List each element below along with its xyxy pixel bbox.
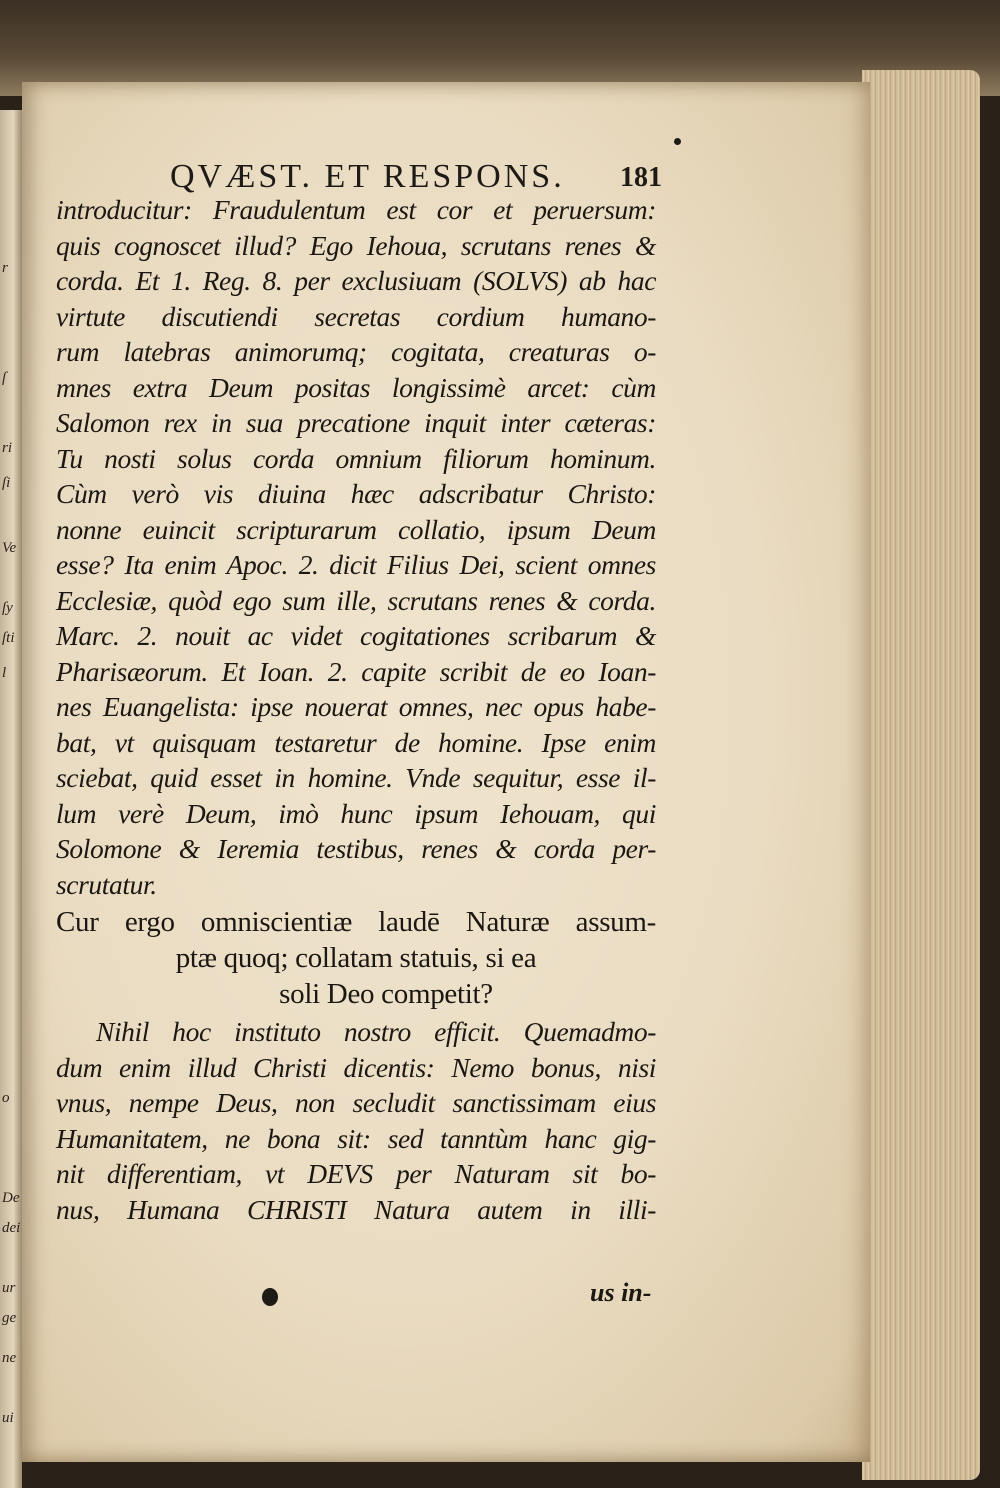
ink-spot: [262, 1288, 278, 1306]
text-line: Salomon rex in sua precatione inquit inter cæteras:: [56, 407, 656, 438]
question-line: Cur ergo omniscientiæ laudē Naturæ assum-: [56, 906, 656, 938]
question-heading: [56, 904, 656, 1012]
text-line: virtute discutiendi secretas cordium humano-: [56, 300, 656, 332]
book-fore-edge: [862, 70, 980, 1480]
left-fragment: l: [2, 665, 7, 681]
left-fragment: o: [2, 1090, 10, 1106]
text-line: rum latebras animorumq; cogitata, creaturas o-: [56, 336, 656, 367]
text-line: nus, Humana CHRISTI Natura autem in illi-: [56, 1193, 656, 1225]
text-line: dum enim illud Christi dicentis: Nemo bonus, nisi: [56, 1051, 656, 1083]
ink-spot: [674, 138, 681, 145]
left-fragment: r: [2, 260, 8, 276]
left-fragment: ui: [2, 1410, 14, 1426]
text-line: corda. Et 1. Reg. 8. per exclusiuam (SOLVS) ab hac: [56, 265, 656, 296]
text-line: mnes extra Deum positas longissimè arcet: cùm: [56, 371, 656, 403]
text-line: vnus, nempe Deus, non secludit sanctissimam eius: [56, 1087, 656, 1118]
left-fragment: De: [2, 1190, 20, 1206]
text-line: Ecclesiæ, quòd ego sum ille, scrutans renes & corda.: [56, 584, 656, 616]
left-fragment: ſti: [2, 630, 15, 646]
text-line: nonne euincit scripturarum collatio, ipsum Deum: [56, 513, 656, 545]
left-fragment: ne: [2, 1350, 17, 1366]
text-line: quis cognoscet illud? Ego Iehoua, scrutans renes &: [56, 229, 656, 261]
text-line: Solomone & Ieremia testibus, renes & corda per-: [56, 833, 656, 864]
left-page-margin: [0, 110, 22, 1488]
left-fragment: Ve: [2, 540, 17, 556]
body-paragraph: [56, 192, 656, 902]
text-line: Marc. 2. nouit ac videt cogitationes scribarum &: [56, 620, 656, 651]
text-line: bat, vt quisquam testaretur de homine. Ipse enim: [56, 726, 656, 758]
left-fragment: ſi: [2, 475, 11, 491]
left-page-fragments: [0, 110, 22, 1488]
folio-number: 181: [620, 162, 662, 193]
text-line: scrutatur.: [56, 868, 157, 900]
text-line: introducitur: Fraudulentum est cor et peruersum:: [56, 194, 656, 225]
text-line: Pharisæorum. Et Ioan. 2. capite scribit de eo Ioan-: [56, 655, 656, 687]
text-line: esse? Ita enim Apoc. 2. dicit Filius Dei, scient omnes: [56, 549, 656, 580]
text-line: Humanitatem, ne bona sit: sed tanntùm hanc gig-: [56, 1122, 656, 1154]
answer-paragraph: [56, 1014, 656, 1227]
left-fragment: ge: [2, 1310, 17, 1326]
question-line: soli Deo competit?: [279, 978, 493, 1010]
page-text: [56, 192, 656, 1227]
left-fragment: ſy: [2, 600, 13, 616]
text-line: Tu nosti solus corda omnium filiorum hominum.: [56, 442, 656, 474]
text-line: nes Euangelista: ipse nouerat omnes, nec opus habe-: [56, 691, 656, 722]
text-line: Cùm verò vis diuina hæc adscribatur Christo:: [56, 478, 656, 509]
left-fragment: dei: [2, 1220, 21, 1236]
running-head: QVÆST. ET RESPONS.: [170, 158, 565, 195]
left-fragment: ur: [2, 1280, 16, 1296]
text-line: Nihil hoc instituto nostro efficit. Quemadmo-: [96, 1016, 656, 1047]
left-fragment: ſ: [2, 370, 7, 386]
left-fragment: ri: [2, 440, 13, 456]
catchword: us in-: [590, 1278, 652, 1307]
text-line: lum verè Deum, imò hunc ipsum Iehouam, qui: [56, 797, 656, 829]
question-line: ptæ quoq; collatam statuis, si ea: [175, 942, 537, 974]
text-line: nit differentiam, vt DEVS per Naturam sit bo-: [56, 1158, 656, 1189]
text-line: sciebat, quid esset in homine. Vnde sequitur, esse il-: [56, 762, 656, 793]
